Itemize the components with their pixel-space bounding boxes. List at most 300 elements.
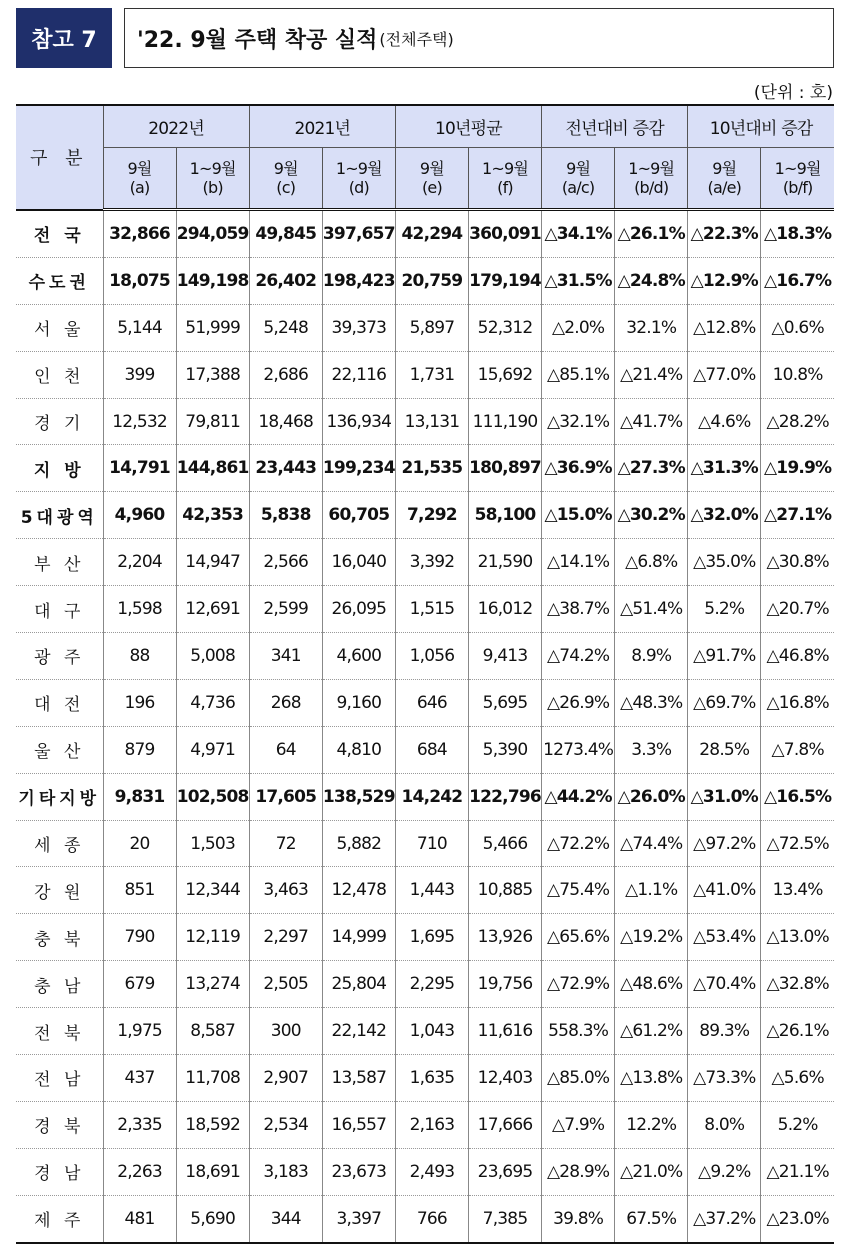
data-cell: △21.0% xyxy=(615,1148,688,1195)
data-cell: 1,695 xyxy=(395,914,468,961)
data-cell: 684 xyxy=(395,726,468,773)
data-cell: △2.0% xyxy=(542,304,615,351)
data-cell: 1273.4% xyxy=(542,726,615,773)
page-title: '22. 9월 주택 착공 실적 xyxy=(137,27,378,53)
table-row xyxy=(16,539,834,586)
data-cell: 3,397 xyxy=(322,1195,395,1242)
data-cell: 2,263 xyxy=(103,1148,176,1195)
data-cell: 5,695 xyxy=(468,679,541,726)
data-cell: 42,353 xyxy=(176,492,249,539)
data-cell: 4,971 xyxy=(176,726,249,773)
data-cell: 5,897 xyxy=(395,304,468,351)
group-header: 2021년 xyxy=(249,105,395,148)
data-cell: 51,999 xyxy=(176,304,249,351)
data-cell: 646 xyxy=(395,679,468,726)
subhead-code: (c) xyxy=(276,178,296,197)
data-cell: △9.2% xyxy=(688,1148,761,1195)
subhead-period: 1~9월 xyxy=(189,159,236,178)
group-header: 10년평균 xyxy=(395,105,541,148)
data-cell: △91.7% xyxy=(688,633,761,680)
data-cell: △5.6% xyxy=(761,1055,834,1102)
subhead-code: (b) xyxy=(202,178,223,197)
data-cell: 2,204 xyxy=(103,539,176,586)
data-cell: 8,587 xyxy=(176,1008,249,1055)
data-cell: 16,012 xyxy=(468,586,541,633)
table-row xyxy=(16,633,834,680)
data-cell: △32.1% xyxy=(542,398,615,445)
data-cell: △72.2% xyxy=(542,820,615,867)
row-label: 서 울 xyxy=(16,304,103,351)
data-cell: 11,616 xyxy=(468,1008,541,1055)
data-cell: 11,708 xyxy=(176,1055,249,1102)
data-cell: 20,759 xyxy=(395,257,468,304)
table-row xyxy=(16,1055,834,1102)
data-cell: △36.9% xyxy=(542,445,615,492)
data-cell: 8.9% xyxy=(615,633,688,680)
data-cell: 9,160 xyxy=(322,679,395,726)
data-cell: 1,503 xyxy=(176,820,249,867)
data-cell: 12,344 xyxy=(176,867,249,914)
subhead-cell xyxy=(249,148,322,210)
data-cell: 12,691 xyxy=(176,586,249,633)
data-cell: △27.3% xyxy=(615,445,688,492)
data-cell: 2,163 xyxy=(395,1101,468,1148)
row-label: 수도권 xyxy=(16,257,103,304)
data-cell: △48.6% xyxy=(615,961,688,1008)
data-cell: 5.2% xyxy=(761,1101,834,1148)
data-cell: 437 xyxy=(103,1055,176,1102)
data-cell: 149,198 xyxy=(176,257,249,304)
data-cell: 18,075 xyxy=(103,257,176,304)
data-cell: 13,926 xyxy=(468,914,541,961)
data-cell: 397,657 xyxy=(322,210,395,258)
data-cell: 2,493 xyxy=(395,1148,468,1195)
table-row xyxy=(16,773,834,820)
corner-header: 구 분 xyxy=(16,105,103,210)
data-cell: 12,403 xyxy=(468,1055,541,1102)
data-cell: △28.9% xyxy=(542,1148,615,1195)
data-cell: 5,390 xyxy=(468,726,541,773)
row-label: 광 주 xyxy=(16,633,103,680)
data-cell: △69.7% xyxy=(688,679,761,726)
data-cell: 10.8% xyxy=(761,351,834,398)
data-cell: 399 xyxy=(103,351,176,398)
data-cell: 15,692 xyxy=(468,351,541,398)
data-cell: 14,999 xyxy=(322,914,395,961)
data-cell: △44.2% xyxy=(542,773,615,820)
data-cell: 89.3% xyxy=(688,1008,761,1055)
data-cell: 481 xyxy=(103,1195,176,1242)
data-cell: 136,934 xyxy=(322,398,395,445)
data-cell: △13.8% xyxy=(615,1055,688,1102)
section-badge: 참고 7 xyxy=(16,8,112,68)
data-cell: 32.1% xyxy=(615,304,688,351)
data-cell: 58,100 xyxy=(468,492,541,539)
subhead-code: (d) xyxy=(348,178,369,197)
data-cell: 14,947 xyxy=(176,539,249,586)
row-label: 세 종 xyxy=(16,820,103,867)
data-cell: △73.3% xyxy=(688,1055,761,1102)
table-row xyxy=(16,304,834,351)
data-cell: 4,736 xyxy=(176,679,249,726)
group-header: 10년대비 증감 xyxy=(688,105,834,148)
data-cell: 12.2% xyxy=(615,1101,688,1148)
data-cell: 14,242 xyxy=(395,773,468,820)
table-row xyxy=(16,257,834,304)
data-cell: 26,095 xyxy=(322,586,395,633)
data-cell: 360,091 xyxy=(468,210,541,258)
data-cell: △32.0% xyxy=(688,492,761,539)
data-cell: △12.8% xyxy=(688,304,761,351)
data-cell: △75.4% xyxy=(542,867,615,914)
subhead-cell xyxy=(395,148,468,210)
data-cell: 32,866 xyxy=(103,210,176,258)
data-cell: △74.2% xyxy=(542,633,615,680)
data-cell: 7,385 xyxy=(468,1195,541,1242)
row-label: 경 기 xyxy=(16,398,103,445)
data-cell: 294,059 xyxy=(176,210,249,258)
subhead-code: (a/c) xyxy=(561,178,595,197)
row-label: 5대광역 xyxy=(16,492,103,539)
data-cell: 710 xyxy=(395,820,468,867)
data-cell: △30.2% xyxy=(615,492,688,539)
data-cell: 138,529 xyxy=(322,773,395,820)
data-cell: 3,392 xyxy=(395,539,468,586)
data-cell: △21.4% xyxy=(615,351,688,398)
data-cell: 5.2% xyxy=(688,586,761,633)
data-cell: △16.5% xyxy=(761,773,834,820)
data-cell: △12.9% xyxy=(688,257,761,304)
row-label: 경 남 xyxy=(16,1148,103,1195)
data-cell: △72.9% xyxy=(542,961,615,1008)
data-cell: △41.7% xyxy=(615,398,688,445)
data-cell: △15.0% xyxy=(542,492,615,539)
data-cell: 1,975 xyxy=(103,1008,176,1055)
subhead-period: 9월 xyxy=(419,159,444,178)
data-cell: △30.8% xyxy=(761,539,834,586)
subhead-code: (b/d) xyxy=(634,178,669,197)
data-cell: 2,505 xyxy=(249,961,322,1008)
data-cell: 5,690 xyxy=(176,1195,249,1242)
subhead-cell xyxy=(615,148,688,210)
subhead-period: 9월 xyxy=(273,159,298,178)
subhead-cell xyxy=(761,148,834,210)
table-row xyxy=(16,1008,834,1055)
data-cell: △14.1% xyxy=(542,539,615,586)
subhead-cell xyxy=(468,148,541,210)
data-cell: 679 xyxy=(103,961,176,1008)
row-label: 지 방 xyxy=(16,445,103,492)
row-label: 충 북 xyxy=(16,914,103,961)
data-cell: △35.0% xyxy=(688,539,761,586)
data-cell: △26.0% xyxy=(615,773,688,820)
data-cell: △13.0% xyxy=(761,914,834,961)
header-row-subheads xyxy=(16,148,834,210)
data-cell: △24.8% xyxy=(615,257,688,304)
data-cell: 72 xyxy=(249,820,322,867)
data-cell: 12,532 xyxy=(103,398,176,445)
table-row xyxy=(16,961,834,1008)
data-cell: 198,423 xyxy=(322,257,395,304)
data-cell: 23,673 xyxy=(322,1148,395,1195)
data-cell: △48.3% xyxy=(615,679,688,726)
data-cell: 8.0% xyxy=(688,1101,761,1148)
data-cell: 851 xyxy=(103,867,176,914)
data-cell: 2,566 xyxy=(249,539,322,586)
subhead-cell xyxy=(542,148,615,210)
data-cell: △32.8% xyxy=(761,961,834,1008)
data-cell: 18,592 xyxy=(176,1101,249,1148)
data-cell: △74.4% xyxy=(615,820,688,867)
data-cell: 13.4% xyxy=(761,867,834,914)
data-cell: 558.3% xyxy=(542,1008,615,1055)
data-cell: 5,008 xyxy=(176,633,249,680)
data-cell: △26.1% xyxy=(761,1008,834,1055)
data-cell: 144,861 xyxy=(176,445,249,492)
data-cell: △6.8% xyxy=(615,539,688,586)
data-cell: 13,131 xyxy=(395,398,468,445)
data-cell: 13,587 xyxy=(322,1055,395,1102)
data-cell: △18.3% xyxy=(761,210,834,258)
data-cell: △1.1% xyxy=(615,867,688,914)
subhead-cell xyxy=(322,148,395,210)
data-cell: 17,666 xyxy=(468,1101,541,1148)
data-cell: △27.1% xyxy=(761,492,834,539)
subhead-period: 1~9월 xyxy=(774,159,821,178)
data-cell: △31.3% xyxy=(688,445,761,492)
data-cell: 2,599 xyxy=(249,586,322,633)
table-row xyxy=(16,492,834,539)
title-box xyxy=(124,8,834,68)
data-cell: 19,756 xyxy=(468,961,541,1008)
subhead-code: (a/e) xyxy=(707,178,742,197)
data-cell: 1,043 xyxy=(395,1008,468,1055)
data-cell: 4,960 xyxy=(103,492,176,539)
data-cell: 67.5% xyxy=(615,1195,688,1242)
group-header: 전년대비 증감 xyxy=(542,105,688,148)
data-cell: △16.7% xyxy=(761,257,834,304)
data-cell: 13,274 xyxy=(176,961,249,1008)
row-label: 강 원 xyxy=(16,867,103,914)
table-row xyxy=(16,398,834,445)
data-cell: 1,056 xyxy=(395,633,468,680)
data-cell: 7,292 xyxy=(395,492,468,539)
row-label: 대 구 xyxy=(16,586,103,633)
table-row xyxy=(16,867,834,914)
data-cell: 1,731 xyxy=(395,351,468,398)
table-row xyxy=(16,445,834,492)
data-cell: 5,248 xyxy=(249,304,322,351)
data-cell: △72.5% xyxy=(761,820,834,867)
data-cell: 2,295 xyxy=(395,961,468,1008)
data-cell: 1,515 xyxy=(395,586,468,633)
data-cell: 199,234 xyxy=(322,445,395,492)
data-cell: 79,811 xyxy=(176,398,249,445)
data-cell: 42,294 xyxy=(395,210,468,258)
table-row xyxy=(16,1148,834,1195)
data-cell: 196 xyxy=(103,679,176,726)
row-label: 경 북 xyxy=(16,1101,103,1148)
data-cell: 5,144 xyxy=(103,304,176,351)
data-cell: 9,831 xyxy=(103,773,176,820)
data-cell: △26.1% xyxy=(615,210,688,258)
table-row xyxy=(16,1101,834,1148)
data-cell: △23.0% xyxy=(761,1195,834,1242)
data-cell: 2,297 xyxy=(249,914,322,961)
data-cell: 5,882 xyxy=(322,820,395,867)
subhead-code: (a) xyxy=(129,178,150,197)
data-cell: 18,468 xyxy=(249,398,322,445)
header-row-groups xyxy=(16,105,834,148)
data-cell: 17,605 xyxy=(249,773,322,820)
table-row xyxy=(16,679,834,726)
page-subtitle: (전체주택) xyxy=(379,29,454,49)
row-label: 울 산 xyxy=(16,726,103,773)
data-cell: 4,810 xyxy=(322,726,395,773)
data-cell: △37.2% xyxy=(688,1195,761,1242)
data-cell: △85.1% xyxy=(542,351,615,398)
subhead-period: 9월 xyxy=(566,159,591,178)
data-cell: △61.2% xyxy=(615,1008,688,1055)
data-cell: 1,598 xyxy=(103,586,176,633)
data-cell: △46.8% xyxy=(761,633,834,680)
data-cell: 14,791 xyxy=(103,445,176,492)
data-cell: △31.0% xyxy=(688,773,761,820)
data-cell: 2,534 xyxy=(249,1101,322,1148)
data-cell: 22,116 xyxy=(322,351,395,398)
table-row xyxy=(16,1195,834,1242)
data-cell: △19.9% xyxy=(761,445,834,492)
data-cell: 18,691 xyxy=(176,1148,249,1195)
data-cell: 17,388 xyxy=(176,351,249,398)
data-cell: 26,402 xyxy=(249,257,322,304)
data-cell: 23,695 xyxy=(468,1148,541,1195)
data-cell: 341 xyxy=(249,633,322,680)
table-row xyxy=(16,914,834,961)
data-cell: 64 xyxy=(249,726,322,773)
data-cell: 1,443 xyxy=(395,867,468,914)
subhead-period: 9월 xyxy=(127,159,152,178)
data-cell: △22.3% xyxy=(688,210,761,258)
subhead-period: 9월 xyxy=(712,159,737,178)
data-cell: 28.5% xyxy=(688,726,761,773)
data-cell: △19.2% xyxy=(615,914,688,961)
data-cell: 22,142 xyxy=(322,1008,395,1055)
row-label: 부 산 xyxy=(16,539,103,586)
data-cell: 12,478 xyxy=(322,867,395,914)
data-cell: △20.7% xyxy=(761,586,834,633)
table-row xyxy=(16,820,834,867)
data-cell: 39.8% xyxy=(542,1195,615,1242)
data-cell: 23,443 xyxy=(249,445,322,492)
row-label: 충 남 xyxy=(16,961,103,1008)
table-row xyxy=(16,586,834,633)
data-cell: 39,373 xyxy=(322,304,395,351)
data-cell: △38.7% xyxy=(542,586,615,633)
data-cell: △65.6% xyxy=(542,914,615,961)
data-cell: △41.0% xyxy=(688,867,761,914)
data-cell: 60,705 xyxy=(322,492,395,539)
data-cell: 766 xyxy=(395,1195,468,1242)
data-cell: 4,600 xyxy=(322,633,395,680)
data-cell: 180,897 xyxy=(468,445,541,492)
data-cell: 20 xyxy=(103,820,176,867)
row-label: 전 북 xyxy=(16,1008,103,1055)
data-cell: 3,183 xyxy=(249,1148,322,1195)
subhead-period: 1~9월 xyxy=(335,159,382,178)
data-cell: △85.0% xyxy=(542,1055,615,1102)
table-body xyxy=(16,210,834,1243)
data-cell: △97.2% xyxy=(688,820,761,867)
data-cell: 5,838 xyxy=(249,492,322,539)
data-cell: 344 xyxy=(249,1195,322,1242)
row-label: 대 전 xyxy=(16,679,103,726)
subhead-cell xyxy=(688,148,761,210)
table-row xyxy=(16,726,834,773)
data-cell: 10,885 xyxy=(468,867,541,914)
data-cell: 5,466 xyxy=(468,820,541,867)
data-cell: △28.2% xyxy=(761,398,834,445)
subhead-code: (b/f) xyxy=(782,178,813,197)
data-cell: △31.5% xyxy=(542,257,615,304)
data-cell: 1,635 xyxy=(395,1055,468,1102)
unit-label: (단위 : 호) xyxy=(753,83,833,103)
data-cell: 111,190 xyxy=(468,398,541,445)
data-cell: △77.0% xyxy=(688,351,761,398)
data-cell: 12,119 xyxy=(176,914,249,961)
housing-starts-table xyxy=(16,104,834,1244)
data-cell: △51.4% xyxy=(615,586,688,633)
data-cell: 268 xyxy=(249,679,322,726)
data-cell: 122,796 xyxy=(468,773,541,820)
row-label: 제 주 xyxy=(16,1195,103,1242)
data-cell: △7.8% xyxy=(761,726,834,773)
data-cell: 300 xyxy=(249,1008,322,1055)
data-cell: 49,845 xyxy=(249,210,322,258)
subhead-code: (e) xyxy=(421,178,442,197)
data-cell: 3,463 xyxy=(249,867,322,914)
data-cell: △4.6% xyxy=(688,398,761,445)
data-cell: 879 xyxy=(103,726,176,773)
data-cell: △0.6% xyxy=(761,304,834,351)
data-cell: 21,590 xyxy=(468,539,541,586)
row-label: 전 국 xyxy=(16,210,103,258)
data-cell: △53.4% xyxy=(688,914,761,961)
data-cell: 88 xyxy=(103,633,176,680)
table-row xyxy=(16,210,834,258)
data-cell: 102,508 xyxy=(176,773,249,820)
subhead-cell xyxy=(103,148,176,210)
row-label: 기타지방 xyxy=(16,773,103,820)
data-cell: 2,686 xyxy=(249,351,322,398)
data-cell: △70.4% xyxy=(688,961,761,1008)
subhead-period: 1~9월 xyxy=(628,159,675,178)
data-cell: 16,040 xyxy=(322,539,395,586)
subhead-period: 1~9월 xyxy=(482,159,529,178)
data-cell: △21.1% xyxy=(761,1148,834,1195)
subhead-code: (f) xyxy=(497,178,513,197)
data-cell: 179,194 xyxy=(468,257,541,304)
data-cell: 3.3% xyxy=(615,726,688,773)
data-cell: 25,804 xyxy=(322,961,395,1008)
table-row xyxy=(16,351,834,398)
group-header: 2022년 xyxy=(103,105,249,148)
data-cell: 52,312 xyxy=(468,304,541,351)
data-cell: 790 xyxy=(103,914,176,961)
data-cell: 21,535 xyxy=(395,445,468,492)
row-label: 인 천 xyxy=(16,351,103,398)
data-cell: △16.8% xyxy=(761,679,834,726)
